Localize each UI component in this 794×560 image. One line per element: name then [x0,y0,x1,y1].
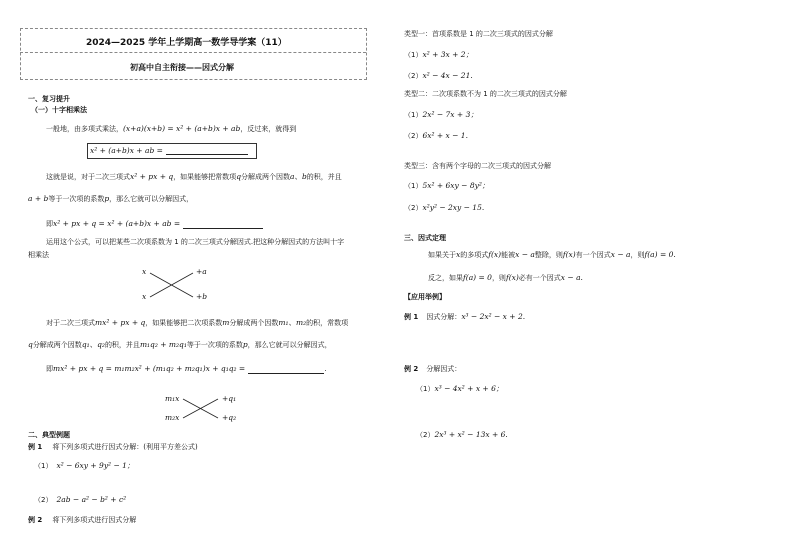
formula: x² − 4x − 21. [422,71,473,80]
type-3-item-2 [404,203,484,213]
text: 即 [46,365,53,373]
formula: x²y² − 2xy − 15. [422,203,485,212]
item-number: （1） [404,111,423,119]
factor-theorem-para-1 [428,250,676,260]
text: 能被 [501,251,516,259]
cross2-left-top: m₁x [165,394,180,403]
formula: a、b [290,172,307,181]
text: ，如果能够把二次项系数 [145,319,223,327]
para-9 [46,364,326,374]
text: 的多项式 [460,251,489,259]
example-1-item-1 [34,460,134,471]
formula: x² + 3x + 2； [422,50,474,59]
page-subtitle: 初高中自主衔接——因式分解 [130,63,234,72]
formula: p [104,194,110,203]
text: 反之，如果 [428,274,463,282]
text: 的积，并且 [104,341,140,349]
cross1-right-bottom: +b [196,292,208,301]
formula: p [242,340,248,349]
formula: q₁、q₂ [81,340,105,349]
formula: 6x² + x − 1. [422,131,468,140]
formula: mx² + px + q [95,318,146,327]
text: 对于二次三项式 [46,319,95,327]
formula: x [456,250,461,259]
text: 即 [46,220,53,228]
cross2-left-bottom: m₂x [165,413,180,422]
cross1-line-b [150,273,193,297]
formula: f(x) [562,250,576,259]
app-example-2-item-2 [416,430,508,440]
subsection-cross-method: （一）十字相乘法 [31,106,87,114]
example-1-item-2 [34,495,126,505]
formula: f(x) [505,273,519,282]
example-text: 分解因式： [426,365,462,373]
formula: x² − 6xy + 9y² − 1； [56,461,135,470]
formula: x² + px + q = x² + (a+b)x + ab = [53,219,181,228]
text: 有一个因式 [575,251,611,259]
text: 整除，则 [534,251,563,259]
item-number: （2） [404,204,423,212]
cross1-line-a [150,273,193,297]
text: ，则 [491,274,506,282]
app-example-2 [404,364,461,374]
text: ，那么它就可以分解因式， [247,341,332,349]
text: 分解成两个因数 [229,319,279,327]
example-2 [28,515,136,525]
example-text: 因式分解： [426,313,462,321]
section-factor-theorem: 三、因式定理 [404,234,446,242]
cross2-right-top: +q₁ [222,394,237,403]
formula: (x+a)(x+b) = x² + (a+b)x + ab [123,124,241,133]
section-review: 一、复习提升 [28,95,70,103]
item-number: （2） [416,431,435,439]
text: ，如果能够把常数项 [173,173,237,181]
text: 分解成两个因数 [32,341,82,349]
text: 必有一个因式 [518,274,561,282]
formula: f(x) [488,250,502,259]
example-text: 将下列多项式进行因式分解 [52,516,137,524]
formula: x − a [610,250,631,259]
text: 的积，并且 [306,173,342,181]
item-number: （1） [416,385,435,393]
text: 一般地，由多项式乘法， [46,125,123,133]
example-label: 例 1 [28,443,43,451]
text: 的积，常数项 [306,319,349,327]
formula: 2x³ + x² − 13x + 6. [434,430,508,439]
text: 这就是说，对于二次三项式 [46,173,130,181]
type-2-item-2 [404,131,468,141]
formula: f(a) = 0. [644,250,676,259]
app-example-2-item-1 [416,383,503,394]
text: . [324,365,327,373]
para-5: 运用这个公式，可以把某些二次项系数为 1 的二次三项式分解因式.把这种分解因式的方法叫十字 [46,238,345,246]
formula: x³ − 2x² − x + 2. [461,312,526,321]
answer-blank[interactable] [166,147,248,155]
application-heading: 【应用举例】 [404,293,446,301]
text: ，则 [630,251,645,259]
item-number: （1） [34,462,53,470]
type-3-heading: 类型三：含有两个字母的二次三项式的因式分解 [404,162,551,170]
type-3-item-1 [404,180,489,191]
formula: mx² + px + q = m₁m₂x² + (m₁q₂ + m₂q₁)x + q₁q₂ = [53,364,246,373]
cross2-line-a [183,399,218,418]
para-8 [28,339,332,350]
app-example-1 [404,312,525,322]
formula: 5x² + 6xy − 8y²； [422,181,490,190]
item-number: （2） [404,72,423,80]
cross2-right-bottom: +q₂ [222,413,237,422]
formula: x² + px + q [130,172,174,181]
example-1 [28,442,198,452]
type-2-heading: 类型二：二次项系数不为 1 的二次三项式的因式分解 [404,90,567,98]
section-examples: 二、典型例题 [28,431,70,439]
text: 如果关于 [428,251,456,259]
cross2-line-b [183,399,218,418]
para-4 [46,219,263,229]
example-label: 例 1 [404,313,419,321]
example-label: 例 2 [404,365,419,373]
answer-blank[interactable] [183,221,263,229]
cross1-left-top: x [142,267,147,276]
text: 等于一次项的系数 [48,195,105,203]
type-1-item-1 [404,49,473,60]
text: ，那么它就可以分解因式， [109,195,194,203]
formula: q [236,172,241,181]
item-number: （1） [404,182,423,190]
answer-blank[interactable] [248,365,327,374]
formula: 2ab − a² − b² + c² [56,495,127,504]
formula: x² + (a+b)x + ab = [90,146,163,155]
example-text: 将下列多项式进行因式分解：(利用平方差公式) [52,443,198,451]
text: 分解成两个因数 [241,173,290,181]
formula: m [222,318,230,327]
type-1-item-2 [404,71,473,81]
text: 等于一次项的系数 [186,341,243,349]
formula: m₁q₂ + m₂q₁ [139,340,187,349]
para-2 [46,171,342,182]
type-2-item-1 [404,109,478,120]
formula: q [28,340,33,349]
formula: x − a. [560,273,583,282]
type-1-heading: 类型一：首项系数是 1 的二次三项式的因式分解 [404,30,553,38]
example-label: 例 2 [28,516,43,524]
page-title: 2024—2025 学年上学期高一数学导学案（11） [86,38,287,48]
formula: x − a [515,250,535,259]
title-divider [20,52,366,53]
cross1-right-top: +a [196,267,207,276]
formula: f(a) = 0 [463,273,492,282]
formula: m₁、m₂ [278,318,307,327]
text: ，反过来，就得到 [240,125,297,133]
formula: a + b [28,194,49,203]
factor-theorem-para-2 [428,273,583,283]
para-7 [46,317,348,328]
para-1 [46,124,296,134]
formula-box-content [90,146,248,155]
cross1-left-bottom: x [142,292,147,301]
item-number: （2） [34,496,53,504]
para-3 [28,194,193,204]
para-6: 相乘法 [28,251,49,259]
item-number: （2） [404,132,423,140]
formula: x³ − 4x² + x + 6； [434,384,504,393]
item-number: （1） [404,51,423,59]
formula: 2x² − 7x + 3； [422,110,478,119]
